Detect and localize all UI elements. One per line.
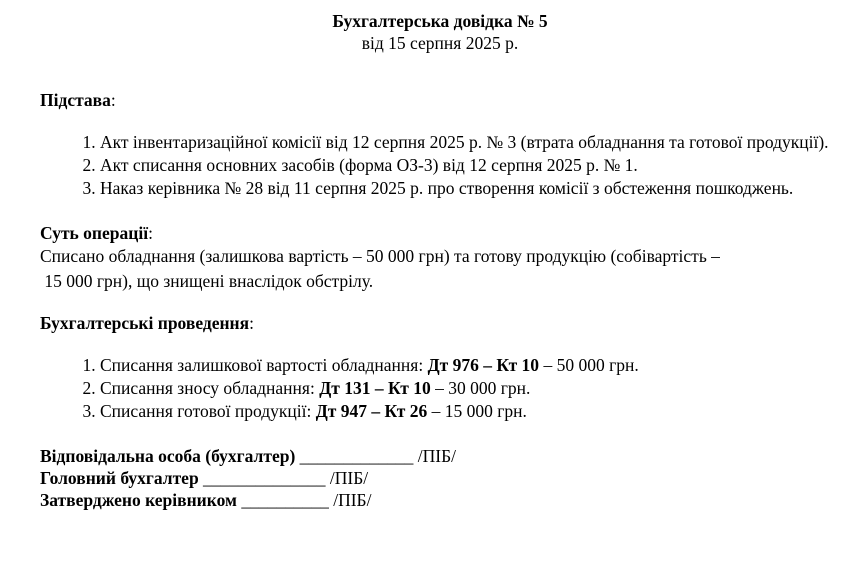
document-title: Бухгалтерська довідка № 5 xyxy=(332,11,548,31)
entry-item xyxy=(100,377,840,400)
signature-line: __________ xyxy=(236,490,334,510)
entry-dash: – xyxy=(478,355,497,375)
signature-label: Відповідальна особа (бухгалтер) xyxy=(40,446,296,466)
essence-line-2-text: 15 000 грн), що знищені внаслідок обстрілу. xyxy=(44,271,374,291)
basis-heading-text: Підстава xyxy=(40,90,111,110)
entry-debit: Дт 976 xyxy=(427,355,479,375)
entry-amount: – 30 000 грн. xyxy=(430,378,531,398)
entries-heading-text: Бухгалтерські проведення xyxy=(40,313,250,333)
entry-text: Списання готової продукції: xyxy=(100,401,316,421)
signature-responsible xyxy=(40,445,840,467)
entry-text: Списання залишкової вартості обладнання: xyxy=(100,355,428,375)
entry-debit: Дт 947 xyxy=(315,401,367,421)
entry-credit: Кт 26 xyxy=(384,401,428,421)
signature-approved xyxy=(40,489,840,511)
entries-list xyxy=(40,354,840,423)
entry-credit: Кт 10 xyxy=(387,378,431,398)
entry-dash: – xyxy=(370,378,388,398)
entry-text: Списання зносу обладнання: xyxy=(100,378,320,398)
basis-item: 1. Акт інвентаризаційної комісії від 12 серпня 2025 р. № 3 (втрата обладнання та готової продукції). xyxy=(100,131,840,154)
entry-amount: – 15 000 грн. xyxy=(427,401,527,421)
entry-item xyxy=(100,354,840,377)
basis-item: 3. Наказ керівника № 28 від 11 серпня 2025 р. про створення комісії з обстеження пошкоджень. xyxy=(100,177,840,200)
signature-name: /ПІБ/ xyxy=(329,468,369,488)
essence-line-2 xyxy=(40,269,840,294)
entry-item xyxy=(100,400,840,423)
entry-dash: – xyxy=(366,401,385,421)
signature-label: Затверджено керівником xyxy=(40,490,237,510)
entry-debit: Дт 131 xyxy=(319,378,371,398)
signature-name: /ПІБ/ xyxy=(333,490,372,510)
entries-heading: Бухгалтерські проведення: xyxy=(40,313,254,333)
essence-heading-text: Суть операції xyxy=(40,223,149,243)
entry-amount: – 50 000 грн. xyxy=(539,355,639,375)
signature-line: _____________ xyxy=(295,446,418,466)
signature-name: /ПІБ/ xyxy=(417,446,457,466)
document-date: від 15 серпня 2025 р. xyxy=(361,33,519,53)
signature-label: Головний бухгалтер xyxy=(40,468,199,488)
essence-heading: Суть операції: xyxy=(40,223,153,243)
basis-list xyxy=(40,131,840,200)
entry-credit: Кт 10 xyxy=(496,355,540,375)
essence-line-1: Списано обладнання (залишкова вартість – 50 000 грн) та готову продукцію (собівартість – xyxy=(40,246,720,266)
signature-chief-accountant xyxy=(40,467,840,489)
document xyxy=(40,10,840,511)
basis-heading: Підстава: xyxy=(40,90,116,110)
basis-item: 2. Акт списання основних засобів (форма ОЗ-3) від 12 серпня 2025 р. № 1. xyxy=(100,154,840,177)
signature-line: ______________ xyxy=(198,468,330,488)
